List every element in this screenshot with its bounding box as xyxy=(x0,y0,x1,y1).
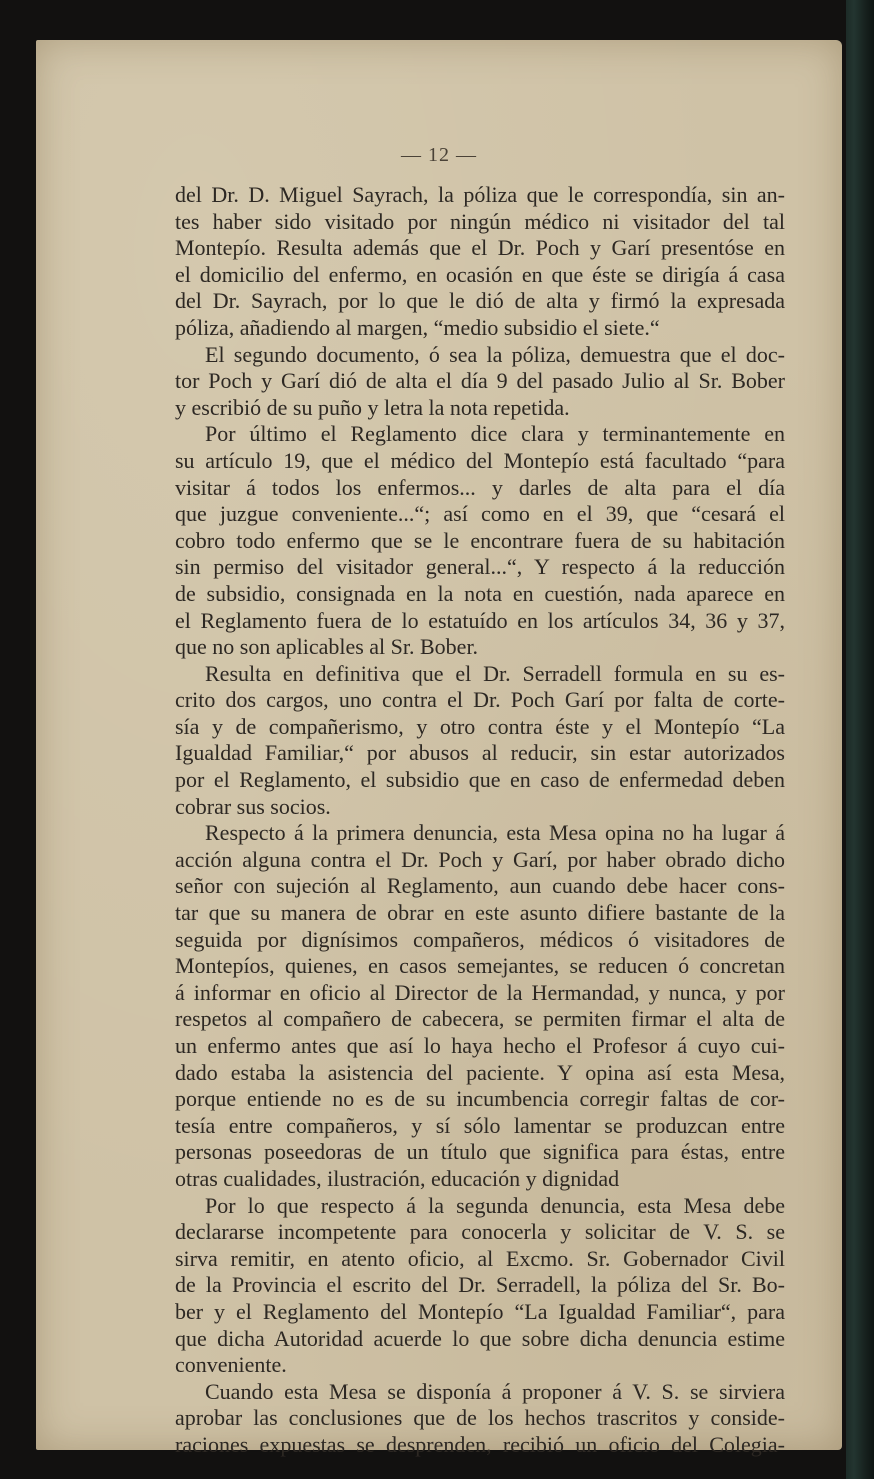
text-line: Resulta en definitiva que el Dr. Serradell formula en su es- xyxy=(205,660,785,686)
text-line: que no son aplicables al Sr. Bober. xyxy=(175,634,479,660)
text-line: el Reglamento fuera de lo estatuído en los artículos 34, 36 y 37, xyxy=(175,607,785,633)
text-line: declararse incompetente para conocerla y solicitar de V. S. se xyxy=(175,1219,785,1245)
text-line: póliza, añadiendo al margen, “medio subsidio el siete.“ xyxy=(175,314,660,340)
text-line: tes haber sido visitado por ningún médico ni visitador del tal xyxy=(175,208,785,234)
text-line: y escribió de su puño y letra la nota repetida. xyxy=(175,394,570,420)
text-line: que juzgue conveniente...“; así como en el 39, que “cesará el xyxy=(175,501,785,527)
text-line: que dicha Autoridad acuerde lo que sobre dicha denuncia estime xyxy=(175,1325,785,1351)
text-line: acción alguna contra el Dr. Poch y Garí, por haber obrado dicho xyxy=(175,846,785,872)
page-number: — 12 — xyxy=(401,144,477,166)
text-line: de la Provincia el escrito del Dr. Serradell, la póliza del Sr. Bo- xyxy=(175,1272,785,1298)
text-line: de subsidio, consignada en la nota en cuestión, nada aparece en xyxy=(175,580,785,606)
text-line: Por último el Reglamento dice clara y terminantemente en xyxy=(205,421,785,447)
text-line: personas poseedoras de un título que significa para éstas, entre xyxy=(175,1139,785,1165)
text-line: por el Reglamento, el subsidio que en caso de enfermedad deben xyxy=(175,767,785,793)
text-line: señor con sujeción al Reglamento, aun cuando debe hacer cons- xyxy=(175,873,785,899)
text-line: crito dos cargos, uno contra el Dr. Poch Garí por falta de corte- xyxy=(175,687,785,713)
document-page xyxy=(36,40,842,1457)
text-line: cobro todo enfermo que se le encontrare fuera de su habitación xyxy=(175,527,785,553)
text-line: Cuando esta Mesa se disponía á proponer á V. S. se sirviera xyxy=(205,1378,785,1404)
text-line: porque entiende no es de su incumbencia corregir faltas de cor- xyxy=(175,1086,785,1112)
text-line: del Dr. Sayrach, por lo que le dió de alta y firmó la expresada xyxy=(175,288,785,314)
text-line: cobrar sus socios. xyxy=(175,793,331,819)
text-line: tor Poch y Garí dió de alta el día 9 del pasado Julio al Sr. Bober xyxy=(175,368,785,394)
text-line: sirva remitir, en atento oficio, al Excmo. Sr. Gobernador Civil xyxy=(175,1245,785,1271)
book-edge xyxy=(846,0,874,1479)
text-line: del Dr. D. Miguel Sayrach, la póliza que le correspondía, sin an- xyxy=(175,182,785,207)
text-line: El segundo documento, ó sea la póliza, demuestra que el doc- xyxy=(205,341,785,367)
text-line: Igualdad Familiar,“ por abusos al reducir, sin estar autorizados xyxy=(175,740,785,766)
text-line: visitar á todos los enfermos... y darles de alta para el día xyxy=(175,474,785,500)
text-line: Montepíos, quienes, en casos semejantes, se reducen ó concretan xyxy=(175,953,785,979)
text-line: Montepío. Resulta además que el Dr. Poch y Garí presentóse en xyxy=(175,235,785,261)
text-line: otras cualidades, ilustración, educación y dignidad xyxy=(175,1165,620,1191)
text-line: tesía entre compañeros, y sí sólo lamentar se produzcan entre xyxy=(175,1112,785,1138)
text-line: dado estaba la asistencia del paciente. Y opina así esta Mesa, xyxy=(175,1059,785,1085)
text-line: sin permiso del visitador general...“, Y respecto á la reducción xyxy=(175,554,785,580)
text-line: el domicilio del enfermo, en ocasión en que éste se dirigía á casa xyxy=(175,261,785,287)
body-text xyxy=(175,182,785,1459)
text-line: respetos al compañero de cabecera, se permiten firmar el alta de xyxy=(175,1006,785,1032)
text-line: tar que su manera de obrar en este asunto difiere bastante de la xyxy=(175,900,785,926)
text-line: aprobar las conclusiones que de los hechos trascritos y conside- xyxy=(175,1405,785,1431)
text-line: Por lo que respecto á la segunda denuncia, esta Mesa debe xyxy=(205,1192,785,1218)
text-line: Respecto á la primera denuncia, esta Mesa opina no ha lugar á xyxy=(205,820,785,846)
text-line: raciones expuestas se desprenden, recibió un oficio del Colegia- xyxy=(175,1431,785,1457)
text-line: seguida por dignísimos compañeros, médicos ó visitadores de xyxy=(175,926,785,952)
text-line: conveniente. xyxy=(175,1352,287,1378)
text-line: sía y de compañerismo, y otro contra éste y el Montepío “La xyxy=(175,713,785,739)
text-line: á informar en oficio al Director de la Hermandad, y nunca, y por xyxy=(175,979,785,1005)
text-line: ber y el Reglamento del Montepío “La Igualdad Familiar“, para xyxy=(175,1298,785,1324)
text-line: su artículo 19, que el médico del Montepío está facultado “para xyxy=(175,447,785,473)
text-line: un enfermo antes que así lo haya hecho el Profesor á cuyo cui- xyxy=(175,1033,785,1058)
